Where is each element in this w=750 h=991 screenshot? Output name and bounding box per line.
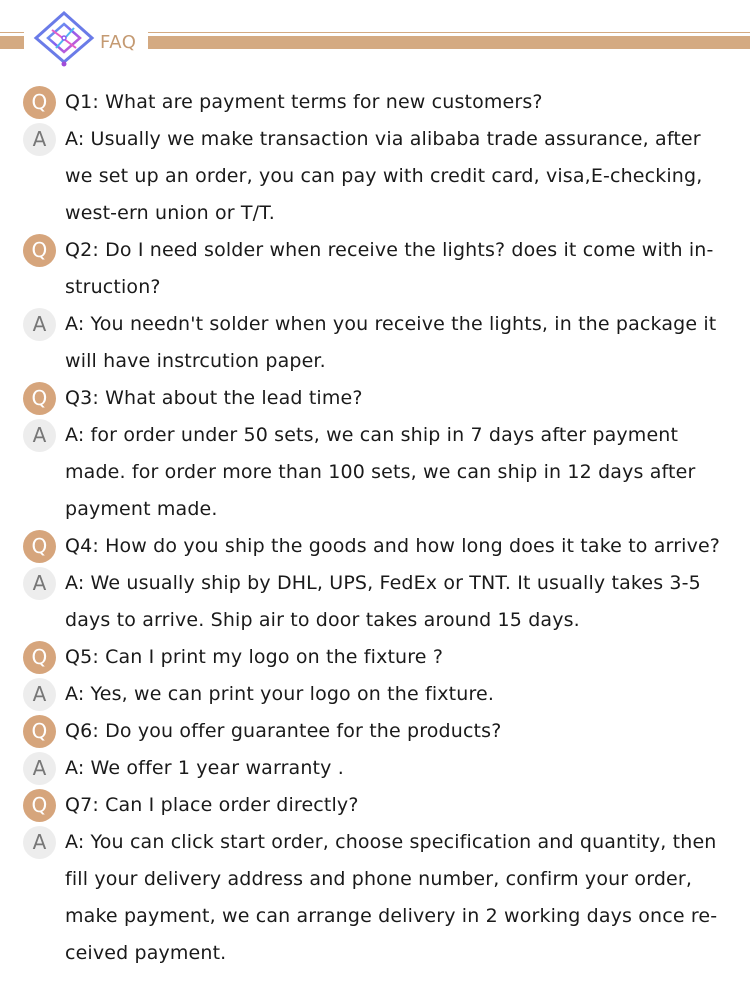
question-text: Q4: How do you ship the goods and how long does it take to arrive? xyxy=(65,535,721,557)
answer-text: A: We usually ship by DHL, UPS, FedEx or TNT. It usually takes 3-5 days to arrive. Ship air to door takes around 15 days. xyxy=(65,572,701,631)
question-text: Q6: Do you offer guarantee for the products? xyxy=(65,720,502,742)
question-7 xyxy=(0,787,750,824)
answer-badge: A xyxy=(23,752,56,785)
faq-title: FAQ xyxy=(100,32,137,53)
question-3 xyxy=(0,380,750,417)
question-5 xyxy=(0,639,750,676)
answer-4 xyxy=(0,565,750,639)
answer-badge: A xyxy=(23,123,56,156)
question-1 xyxy=(0,84,750,121)
faq-list xyxy=(0,84,750,972)
question-badge: Q xyxy=(23,715,56,748)
question-badge: Q xyxy=(23,530,56,563)
question-text: Q1: What are payment terms for new customers? xyxy=(65,91,543,113)
question-badge: Q xyxy=(23,382,56,415)
header-bar-right xyxy=(148,36,750,49)
question-4 xyxy=(0,528,750,565)
answer-text: A: Usually we make transaction via alibaba trade assurance, after we set up an order, you can pay with credit card, visa,E-checking, west-ern union or T/T. xyxy=(65,128,703,224)
answer-3 xyxy=(0,417,750,528)
answer-text: A: We offer 1 year warranty . xyxy=(65,757,344,779)
answer-text: A: You needn't solder when you receive the lights, in the package it will have instrcution paper. xyxy=(65,313,717,372)
answer-text: A: Yes, we can print your logo on the fixture. xyxy=(65,683,495,705)
answer-badge: A xyxy=(23,678,56,711)
question-badge: Q xyxy=(23,234,56,267)
header-bar-left xyxy=(0,36,24,49)
answer-6 xyxy=(0,750,750,787)
question-badge: Q xyxy=(23,789,56,822)
question-badge: Q xyxy=(23,86,56,119)
answer-7 xyxy=(0,824,750,972)
answer-badge: A xyxy=(23,308,56,341)
question-text: Q2: Do I need solder when receive the lights? does it come with in-struction? xyxy=(65,239,714,298)
question-text: Q5: Can I print my logo on the fixture ? xyxy=(65,646,444,668)
answer-badge: A xyxy=(23,419,56,452)
answer-badge: A xyxy=(23,567,56,600)
question-6 xyxy=(0,713,750,750)
faq-header xyxy=(0,0,750,70)
answer-2 xyxy=(0,306,750,380)
answer-text: A: for order under 50 sets, we can ship in 7 days after payment made. for order more than 100 sets, we can ship in 12 days after payment made. xyxy=(65,424,696,520)
question-text: Q7: Can I place order directly? xyxy=(65,794,359,816)
answer-1 xyxy=(0,121,750,232)
question-text: Q3: What about the lead time? xyxy=(65,387,363,409)
question-badge: Q xyxy=(23,641,56,674)
question-2 xyxy=(0,232,750,306)
answer-5 xyxy=(0,676,750,713)
answer-badge: A xyxy=(23,826,56,859)
diamond-logo-icon xyxy=(30,10,98,68)
answer-text: A: You can click start order, choose specification and quantity, then fill your delivery address and phone number, confirm your order, make payment, we can arrange delivery in 2 working days once re-ceived payment. xyxy=(65,831,718,964)
